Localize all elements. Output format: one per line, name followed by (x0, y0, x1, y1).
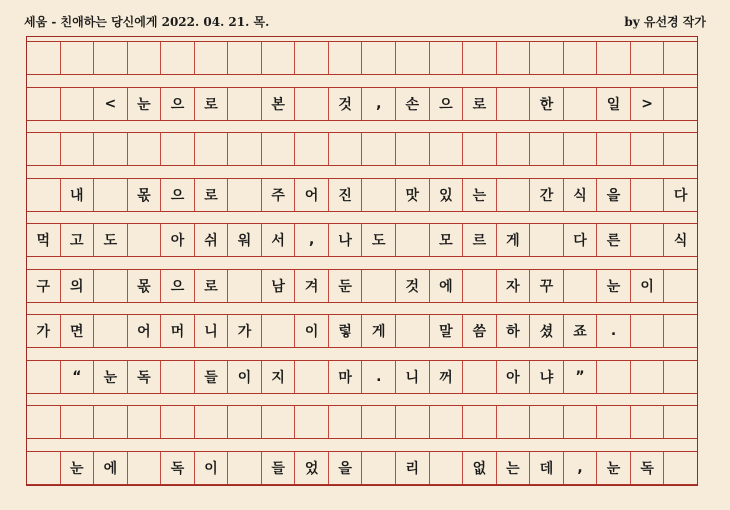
grid-cell (262, 42, 296, 74)
grid-cell (195, 406, 229, 438)
grid-cell: 둔 (329, 270, 363, 302)
grid-cell (396, 42, 430, 74)
grid-cell (228, 270, 262, 302)
grid-cell: 말 (430, 315, 464, 347)
grid-cell (61, 42, 95, 74)
grid-cell: 쉬 (195, 224, 229, 256)
grid-cell (27, 133, 61, 165)
grid-cell (262, 406, 296, 438)
grid-cell (362, 42, 396, 74)
grid-cell (530, 224, 564, 256)
grid-row (27, 451, 697, 485)
grid-cell: 한 (530, 88, 564, 120)
grid-cell: 으 (430, 88, 464, 120)
grid-cell: 을 (329, 452, 363, 484)
grid-cell: 어 (128, 315, 162, 347)
grid-cell: 지 (262, 361, 296, 393)
grid-row (27, 360, 697, 394)
grid-cell (228, 406, 262, 438)
grid-cell: 것 (329, 88, 363, 120)
grid-cell (295, 361, 329, 393)
grid-cell: 이 (228, 361, 262, 393)
grid-cell (228, 133, 262, 165)
grid-cell: 겨 (295, 270, 329, 302)
header-title: 세움 - 친애하는 당신에게 2022. 04. 21. 목. (24, 14, 270, 29)
grid-cell: 로 (195, 179, 229, 211)
grid-row (27, 314, 697, 348)
grid-cell (564, 133, 598, 165)
grid-row (27, 269, 697, 303)
grid-cell (396, 406, 430, 438)
grid-cell (463, 42, 497, 74)
grid-cell: 이 (295, 315, 329, 347)
grid-cell: 것 (396, 270, 430, 302)
grid-cell (27, 179, 61, 211)
grid-cell: 으 (161, 179, 195, 211)
grid-row (27, 41, 697, 75)
grid-cell (664, 406, 697, 438)
grid-cell: 나 (329, 224, 363, 256)
grid-cell: 눈 (94, 361, 128, 393)
grid-cell (362, 270, 396, 302)
grid-cell: 도 (362, 224, 396, 256)
grid-cell: 눈 (61, 452, 95, 484)
grid-cell: 니 (396, 361, 430, 393)
grid-cell (161, 361, 195, 393)
grid-cell: “ (61, 361, 95, 393)
grid-cell (497, 133, 531, 165)
grid-cell: 모 (430, 224, 464, 256)
grid-cell (195, 42, 229, 74)
grid-cell (597, 42, 631, 74)
grid-cell (161, 406, 195, 438)
grid-cell (27, 452, 61, 484)
grid-cell (362, 406, 396, 438)
grid-cell: 서 (262, 224, 296, 256)
grid-cell (564, 42, 598, 74)
grid-cell: 고 (61, 224, 95, 256)
grid-cell: 내 (61, 179, 95, 211)
manuscript-grid (26, 36, 698, 486)
grid-cell (329, 406, 363, 438)
grid-cell (94, 133, 128, 165)
grid-cell: 머 (161, 315, 195, 347)
grid-cell: 남 (262, 270, 296, 302)
grid-cell (664, 133, 697, 165)
grid-cell (597, 133, 631, 165)
grid-cell: 하 (497, 315, 531, 347)
grid-cell: 이 (631, 270, 665, 302)
grid-cell (329, 42, 363, 74)
grid-cell: 손 (396, 88, 430, 120)
grid-cell (497, 88, 531, 120)
grid-cell: 구 (27, 270, 61, 302)
grid-cell: 다 (673, 187, 688, 204)
grid-cell (430, 42, 464, 74)
grid-cell (664, 315, 697, 347)
grid-cell (295, 133, 329, 165)
grid-cell: 으 (161, 88, 195, 120)
grid-cell (497, 406, 531, 438)
grid-cell: 먹 (27, 224, 61, 256)
grid-cell (463, 270, 497, 302)
grid-cell: 어 (295, 179, 329, 211)
grid-cell (664, 88, 697, 120)
grid-cell: 독 (631, 452, 665, 484)
grid-cell: 로 (195, 88, 229, 120)
grid-cell: 냐 (530, 361, 564, 393)
grid-cell (430, 406, 464, 438)
grid-cell: 자 (497, 270, 531, 302)
grid-cell (128, 406, 162, 438)
grid-cell: 다 (564, 224, 598, 256)
grid-cell: 이 (195, 452, 229, 484)
grid-cell (94, 270, 128, 302)
grid-row (27, 87, 697, 121)
grid-cell (128, 42, 162, 74)
grid-cell: 맛 (396, 179, 430, 211)
grid-cell (161, 133, 195, 165)
grid-cell: 가 (228, 315, 262, 347)
grid-cell: 을 (597, 179, 631, 211)
grid-cell (295, 406, 329, 438)
grid-cell: 간 (530, 179, 564, 211)
grid-cell: 면 (61, 315, 95, 347)
grid-cell: 아 (161, 224, 195, 256)
grid-cell: 도 (94, 224, 128, 256)
grid-cell (497, 42, 531, 74)
grid-cell: 게 (362, 315, 396, 347)
grid-cell: , (362, 88, 396, 120)
grid-cell (664, 361, 697, 393)
header-author: by 유선경 작가 (624, 14, 706, 29)
grid-cell (631, 406, 665, 438)
page-header (24, 10, 706, 32)
grid-cell: 본 (262, 88, 296, 120)
grid-cell: 꺼 (430, 361, 464, 393)
grid-cell: , (564, 452, 598, 484)
grid-cell: 눈 (128, 88, 162, 120)
grid-cell (430, 133, 464, 165)
grid-cell: 렇 (329, 315, 363, 347)
grid-cell (564, 88, 598, 120)
grid-cell: > (631, 88, 665, 120)
grid-cell: 게 (497, 224, 531, 256)
grid-cell: 는 (497, 452, 531, 484)
grid-cell (564, 406, 598, 438)
grid-cell: 진 (329, 179, 363, 211)
grid-cell (631, 133, 665, 165)
grid-cell: 로 (195, 270, 229, 302)
grid-row (27, 132, 697, 166)
grid-cell: , (295, 224, 329, 256)
grid-cell: 셨 (530, 315, 564, 347)
grid-cell: 으 (161, 270, 195, 302)
grid-cell (27, 406, 61, 438)
grid-cell: 었 (295, 452, 329, 484)
grid-cell: 일 (597, 88, 631, 120)
grid-cell (128, 133, 162, 165)
grid-cell: 독 (161, 452, 195, 484)
grid-cell: 주 (262, 179, 296, 211)
grid-cell (128, 452, 162, 484)
grid-cell (362, 133, 396, 165)
grid-cell: 마 (329, 361, 363, 393)
grid-cell (262, 315, 296, 347)
grid-cell (631, 224, 665, 256)
grid-cell: 르 (463, 224, 497, 256)
grid-cell (27, 88, 61, 120)
grid-cell (664, 452, 697, 484)
grid-cell (262, 133, 296, 165)
grid-row (27, 223, 697, 257)
grid-cell: 가 (27, 315, 61, 347)
grid-cell: ” (564, 361, 598, 393)
grid-cell (27, 361, 61, 393)
grid-cell (597, 361, 631, 393)
grid-cell: 죠 (564, 315, 598, 347)
grid-cell: 식 (564, 179, 598, 211)
grid-cell (463, 406, 497, 438)
grid-cell (396, 315, 430, 347)
grid-cell: 워 (228, 224, 262, 256)
grid-cell (329, 133, 363, 165)
grid-cell: 독 (128, 361, 162, 393)
grid-cell: 리 (396, 452, 430, 484)
grid-cell (61, 88, 95, 120)
grid-cell (463, 133, 497, 165)
grid-cell: 없 (463, 452, 497, 484)
grid-row (27, 178, 697, 212)
grid-cell: . (362, 361, 396, 393)
grid-cell: . (597, 315, 631, 347)
grid-cell: 몫 (128, 179, 162, 211)
grid-cell (228, 42, 262, 74)
grid-cell (631, 361, 665, 393)
grid-cell (94, 315, 128, 347)
grid-row (27, 405, 697, 439)
grid-cell (530, 133, 564, 165)
grid-cell: 니 (195, 315, 229, 347)
grid-cell: 들 (262, 452, 296, 484)
grid-cell (564, 270, 598, 302)
grid-cell: 꾸 (530, 270, 564, 302)
grid-cell (530, 406, 564, 438)
grid-cell (228, 88, 262, 120)
grid-cell (497, 179, 531, 211)
grid-cell: 의 (61, 270, 95, 302)
grid-cell: 아 (497, 361, 531, 393)
grid-cell (94, 406, 128, 438)
grid-cell: 들 (195, 361, 229, 393)
grid-cell (396, 224, 430, 256)
grid-cell: 눈 (597, 452, 631, 484)
grid-cell: 는 (463, 179, 497, 211)
grid-cell: 씀 (463, 315, 497, 347)
grid-cell (94, 42, 128, 74)
grid-cell (228, 452, 262, 484)
grid-cell: 로 (463, 88, 497, 120)
grid-cell: 눈 (597, 270, 631, 302)
grid-cell (530, 42, 564, 74)
grid-cell (396, 133, 430, 165)
grid-cell: 데 (530, 452, 564, 484)
grid-cell (161, 42, 195, 74)
grid-cell (664, 270, 697, 302)
grid-cell (295, 88, 329, 120)
grid-cell (228, 179, 262, 211)
grid-cell (664, 42, 697, 74)
grid-cell (61, 133, 95, 165)
grid-cell: 에 (94, 452, 128, 484)
grid-cell: < (94, 88, 128, 120)
grid-cell (631, 315, 665, 347)
grid-cell (597, 406, 631, 438)
grid-cell (94, 179, 128, 211)
grid-cell (430, 452, 464, 484)
grid-cell (61, 406, 95, 438)
grid-cell (631, 179, 665, 211)
grid-cell: 른 (597, 224, 631, 256)
grid-cell (195, 133, 229, 165)
grid-cell (128, 224, 162, 256)
grid-cell: 몫 (128, 270, 162, 302)
grid-cell: 있 (430, 179, 464, 211)
grid-cell (463, 361, 497, 393)
grid-cell: 에 (430, 270, 464, 302)
grid-cell: 식 (673, 233, 688, 249)
grid-cell (631, 42, 665, 74)
grid-cell (27, 42, 61, 74)
grid-cell (362, 179, 396, 211)
grid-cell (295, 42, 329, 74)
grid-cell (362, 452, 396, 484)
